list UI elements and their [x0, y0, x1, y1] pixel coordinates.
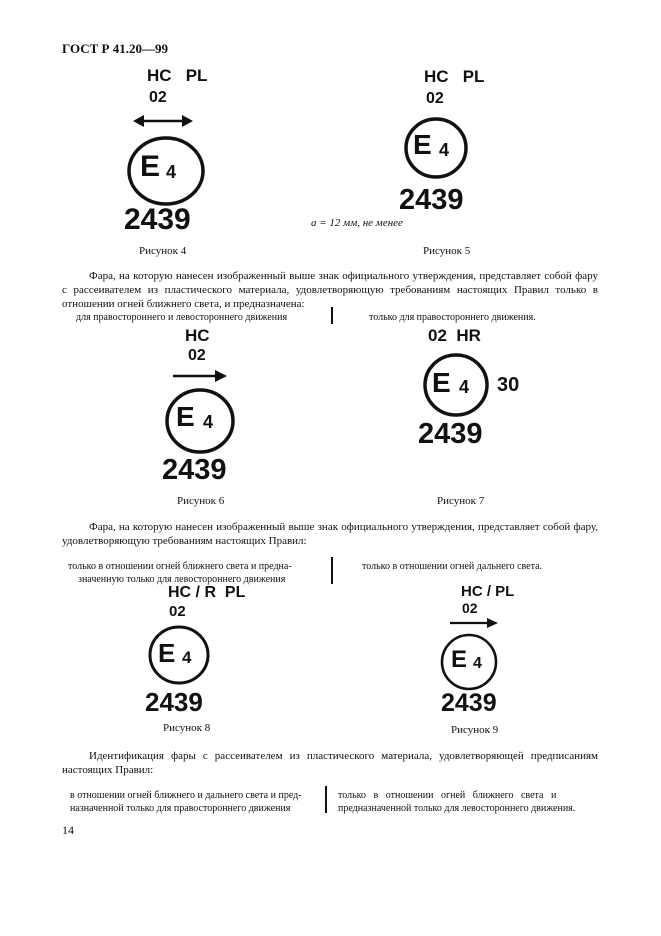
- fig8-caption: Рисунок 8: [163, 722, 211, 734]
- fig5-country-code: 4: [439, 140, 450, 160]
- fig6-approval-number: 2439: [162, 454, 227, 486]
- fig9-marking: HC / PL: [461, 583, 515, 600]
- fig4-country-letter: E: [140, 150, 161, 183]
- para2-left-option-line1: только в отношении огней ближнего света и предна-: [68, 561, 292, 572]
- para1-left-option: для правостороннего и левостороннего движения: [76, 312, 288, 323]
- para3-divider: [325, 786, 327, 813]
- fig4-approval-number: 2439: [124, 203, 191, 236]
- para1-right-option: только для правостороннего движения.: [369, 312, 536, 323]
- fig6-marking: HC: [185, 326, 210, 345]
- fig5-approval-number: 2439: [399, 184, 464, 216]
- para3-left-option-line1: в отношении огней ближнего и дальнего света и пред-: [70, 790, 302, 801]
- fig5-marking: HC PL: [424, 67, 485, 86]
- para3-left-option-line2: назначенной только для правостороннего движения: [70, 803, 291, 814]
- fig7-country-letter: E: [432, 367, 451, 398]
- page-number: 14: [62, 823, 74, 837]
- fig7-approval-number: 2439: [418, 418, 483, 450]
- para2-right-option: только в отношении огней дальнего света.: [362, 561, 543, 572]
- fig6-number: 02: [188, 347, 206, 364]
- fig4-country-code: 4: [166, 162, 177, 182]
- fig6-caption: Рисунок 6: [177, 495, 225, 507]
- fig8-approval-number: 2439: [145, 687, 203, 717]
- fig8-country-code: 4: [182, 648, 192, 667]
- document-code: ГОСТ Р 41.20—99: [62, 41, 168, 56]
- fig9-approval-number: 2439: [441, 689, 497, 717]
- fig4-marking: HC PL: [147, 66, 208, 85]
- fig4-caption: Рисунок 4: [139, 245, 187, 257]
- paragraph-1: Фара, на которую нанесен изображенный выше знак официального утверждения, представляет собой фару с рассеивателем из пластического материала, удовлетворяющую требованиям настоящих Правил только в отношении огней ближнего света, и предназначена:: [62, 270, 598, 310]
- para1-divider: [331, 307, 333, 324]
- fig9-number: 02: [462, 600, 478, 616]
- fig6-country-letter: E: [176, 401, 195, 432]
- fig5-country-letter: E: [413, 129, 432, 160]
- fig8-number: 02: [169, 603, 186, 620]
- fig9-right-arrow-icon: [450, 617, 498, 629]
- fig7-caption: Рисунок 7: [437, 495, 485, 507]
- fig4-double-arrow-icon: [133, 114, 193, 128]
- fig7-marking: 02 HR: [428, 326, 481, 345]
- fig6-right-arrow-icon: [173, 369, 227, 383]
- fig4-number: 02: [149, 89, 167, 106]
- fig5-caption: Рисунок 5: [423, 245, 471, 257]
- fig9-circle-icon: [440, 633, 498, 691]
- fig9-caption: Рисунок 9: [451, 724, 499, 736]
- para3-right-option-line1: только в отношении огней ближнего света и: [338, 790, 557, 801]
- paragraph-3: Идентификация фары с рассеивателем из пластического материала, удовлетворяющей предписаниям настоящих Правил:: [62, 750, 598, 776]
- fig7-side-number: 30: [497, 374, 520, 396]
- fig7-country-code: 4: [459, 377, 470, 397]
- fig5-number: 02: [426, 90, 444, 107]
- fig8-country-letter: E: [158, 638, 176, 668]
- fig8-marking: HC / R PL: [168, 584, 246, 601]
- paragraph-2: Фара, на которую нанесен изображенный выше знак официального утверждения, представляет собой фару, удовлетворяющую требованиям настоящих Правил:: [62, 521, 598, 547]
- para2-divider: [331, 557, 333, 584]
- fig9-country-code: 4: [473, 655, 482, 672]
- para3-right-option-line2: предназначенной только для левостороннего движения.: [338, 803, 576, 814]
- fig6-country-code: 4: [203, 412, 214, 432]
- fig5-size-note: а = 12 мм, не менее: [311, 217, 403, 229]
- para2-left-option-line2: значенную только для левостороннего движения: [78, 574, 286, 585]
- fig9-country-letter: E: [451, 646, 468, 673]
